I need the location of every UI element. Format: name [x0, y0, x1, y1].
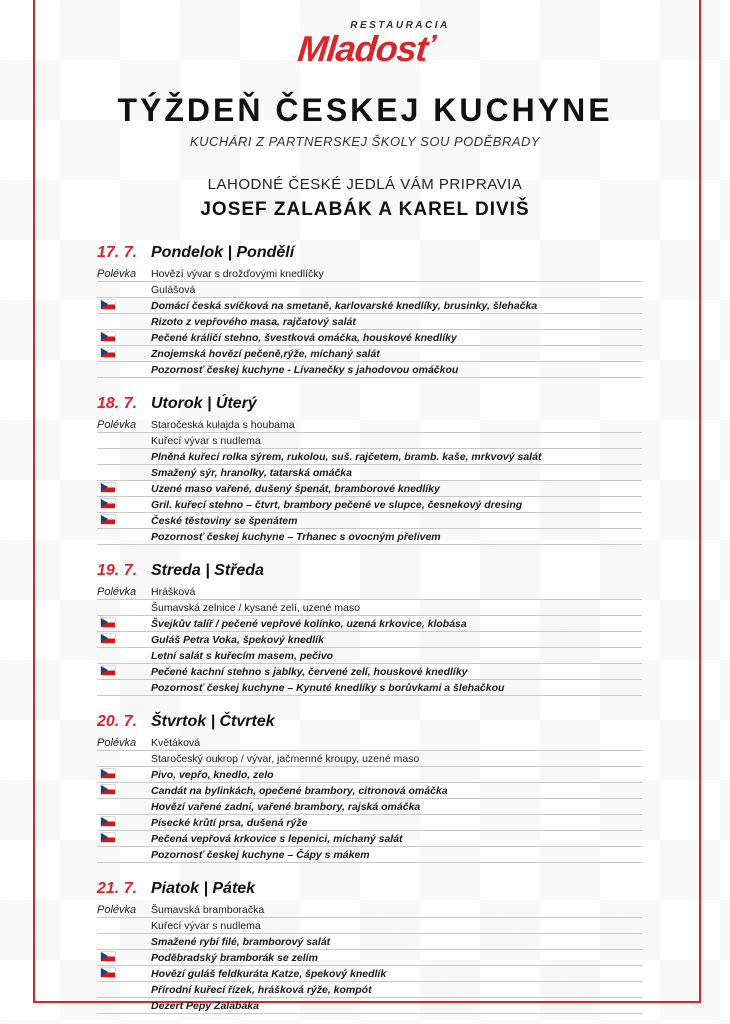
czech-flag-icon: [101, 952, 115, 961]
logo-small-text: RESTAURACIA: [350, 20, 450, 31]
menu-item-text: Candát na bylinkách, opečené brambory, citronová omáčka: [151, 784, 448, 797]
czech-flag-icon: [101, 785, 115, 794]
menu-item-text: Uzené maso vařené, dušený špenát, bramborové knedlíky: [151, 482, 440, 495]
item-label: Polévka: [97, 267, 137, 280]
menu-item-text: Pozornosť českej kuchyne – Trhanec s ovocným přelivem: [151, 530, 441, 543]
menu-item: [97, 330, 642, 346]
menu-item-text: Hovězí vařené zadní, vařené brambory, rajská omáčka: [151, 800, 421, 813]
weekly-menu: [97, 244, 642, 1024]
menu-item: [97, 648, 642, 664]
czech-flag-icon: [97, 515, 151, 527]
menu-item: [97, 449, 642, 465]
menu-item: [97, 584, 642, 600]
item-label: Polévka: [97, 903, 137, 916]
day-header: [97, 395, 642, 417]
day-date: 18. 7.: [97, 395, 138, 412]
menu-item: [97, 362, 642, 378]
czech-flag-icon: [97, 483, 151, 495]
czech-flag-icon: [97, 634, 151, 646]
day-date: 17. 7.: [97, 244, 138, 261]
menu-item-text: Pečené králičí stehno, švestková omáčka, houskové knedlíky: [151, 331, 457, 344]
czech-flag-icon: [97, 618, 151, 630]
czech-flag-icon: [101, 483, 115, 492]
czech-flag-icon: [101, 300, 115, 309]
menu-item: [97, 664, 642, 680]
menu-item-text: Gril. kuřecí stehno – čtvrt, brambory pečené ve slupce, česnekový dresing: [151, 498, 523, 511]
chefs-names: JOSEF ZALABÁK A KAREL DIVIŠ: [200, 199, 530, 220]
menu-item-text: Kuřecí vývar s nudlema: [151, 919, 261, 932]
menu-item: [97, 680, 642, 696]
menu-item: [97, 481, 642, 497]
czech-flag-icon: [97, 817, 151, 829]
menu-item: [97, 934, 642, 950]
menu-item: [97, 298, 642, 314]
menu-item-text: Staročeský oukrop / vývar, jačmenné kroupy, uzené maso: [151, 752, 420, 765]
czech-flag-icon: [97, 332, 151, 344]
menu-item-text: Šumavská zelnice / kysané zelí, uzené maso: [151, 601, 360, 614]
menu-item-text: Rizoto z vepřového masa, rajčatový salát: [151, 315, 356, 328]
menu-item: [97, 632, 642, 648]
menu-item: [97, 417, 642, 433]
item-label: Polévka: [97, 418, 137, 431]
menu-item: [97, 918, 642, 934]
menu-item: [97, 433, 642, 449]
day-name: Štvrtok | Čtvrtek: [151, 713, 275, 730]
day-section: [97, 395, 642, 545]
menu-item: [97, 982, 642, 998]
menu-item: [97, 966, 642, 982]
menu-item-text: Pečené kachní stehno s jablky, červené zelí, houskové knedlíky: [151, 665, 468, 678]
czech-flag-icon: [97, 952, 151, 964]
menu-item-text: Guláš Petra Voka, špekový knedlík: [151, 633, 324, 646]
menu-item: [97, 465, 642, 481]
page-title: TÝŽDEŇ ČESKEJ KUCHYNE: [117, 92, 613, 128]
menu-item-text: Pečená vepřová krkovice s lepenici, míchaný salát: [151, 832, 403, 845]
menu-item: [97, 735, 642, 751]
menu-item-text: České těstoviny se špenátem: [151, 514, 298, 527]
menu-item-text: Hovězí vývar s drožďovými knedlíčky: [151, 267, 324, 280]
day-date: 19. 7.: [97, 562, 138, 579]
menu-item-text: Letní salát s kuřecím masem, pečivo: [151, 649, 334, 662]
menu-item-text: Smažené rybí filé, bramborový salát: [151, 935, 331, 948]
czech-flag-icon: [101, 634, 115, 643]
day-date: 21. 7.: [97, 880, 138, 897]
menu-item-text: Přírodní kuřecí řízek, hrášková rýže, kompót: [151, 983, 372, 996]
menu-item-text: Pozornosť českej kuchyne – Kynuté knedlíky s borůvkami a šlehačkou: [151, 681, 505, 694]
menu-item-text: Hovězí guláš feldkuráta Katze, špekový knedlík: [151, 967, 387, 980]
day-name: Pondelok | Pondělí: [151, 244, 295, 261]
menu-item-text: Gulášová: [151, 283, 196, 296]
menu-item-text: Smažený sýr, hranolky, tatarská omáčka: [151, 466, 352, 479]
czech-flag-icon: [97, 666, 151, 678]
menu-item-text: Hrášková: [151, 585, 196, 598]
menu-item-text: Znojemská hovězí pečeně,rýže, míchaný salát: [151, 347, 380, 360]
menu-item: [97, 513, 642, 529]
day-header: [97, 713, 642, 735]
day-name: Streda | Středa: [151, 562, 264, 579]
item-label: Polévka: [97, 585, 137, 598]
menu-item: [97, 998, 642, 1014]
menu-item-text: Plněná kuřecí rolka sýrem, rukolou, suš. rajčetem, bramb. kaše, mrkvový salát: [151, 450, 542, 463]
restaurant-logo: [0, 20, 730, 67]
menu-item: [97, 799, 642, 815]
item-label: Polévka: [97, 736, 137, 749]
menu-item-text: Květáková: [151, 736, 201, 749]
menu-item-text: Písecké krůtí prsa, dušená rýže: [151, 816, 308, 829]
menu-item: [97, 314, 642, 330]
day-section: [97, 880, 642, 1014]
day-name: Piatok | Pátek: [151, 880, 256, 897]
czech-flag-icon: [101, 817, 115, 826]
menu-item-text: Kuřecí vývar s nudlema: [151, 434, 261, 447]
czech-flag-icon: [101, 833, 115, 842]
day-section: [97, 713, 642, 863]
czech-flag-icon: [97, 833, 151, 845]
menu-item: [97, 529, 642, 545]
day-header: [97, 562, 642, 584]
menu-item-text: Pivo, vepřo, knedlo, zelo: [151, 768, 274, 781]
menu-item-text: Poděbradský bramborák se zelím: [151, 951, 318, 964]
day-section: [97, 244, 642, 378]
czech-flag-icon: [97, 300, 151, 312]
czech-flag-icon: [97, 348, 151, 360]
czech-flag-icon: [101, 332, 115, 341]
menu-item: [97, 783, 642, 799]
day-section: [97, 562, 642, 696]
menu-item: [97, 600, 642, 616]
menu-item-text: Švejkův talíř / pečené vepřové kolínko, uzená krkovice, klobása: [151, 617, 467, 630]
menu-item: [97, 266, 642, 282]
menu-item: [97, 902, 642, 918]
czech-flag-icon: [101, 515, 115, 524]
menu-item: [97, 767, 642, 783]
menu-item: [97, 346, 642, 362]
menu-item-text: Staročeská kulajda s houbama: [151, 418, 295, 431]
menu-item: [97, 831, 642, 847]
czech-flag-icon: [101, 499, 115, 508]
menu-item-text: Pozornosť českej kuchyne - Lívanečky s jahodovou omáčkou: [151, 363, 459, 376]
menu-item-text: Dezert Pepy Zalabáka: [151, 999, 259, 1012]
page-subtitle: KUCHÁRI Z PARTNERSKEJ ŠKOLY SOU PODĚBRADY: [189, 134, 541, 149]
czech-flag-icon: [97, 968, 151, 980]
czech-flag-icon: [97, 499, 151, 511]
menu-item-text: Domácí česká svíčková na smetaně, karlovarské knedlíky, brusinky, šlehačka: [151, 299, 538, 312]
czech-flag-icon: [101, 666, 115, 675]
czech-flag-icon: [97, 769, 151, 781]
menu-item: [97, 815, 642, 831]
czech-flag-icon: [97, 785, 151, 797]
czech-flag-icon: [101, 769, 115, 778]
czech-flag-icon: [101, 968, 115, 977]
czech-flag-icon: [101, 348, 115, 357]
czech-flag-icon: [101, 618, 115, 627]
day-date: 20. 7.: [97, 713, 138, 730]
menu-item-text: Šumavská bramboračka: [151, 903, 265, 916]
menu-item: [97, 497, 642, 513]
chefs-intro: LAHODNÉ ČESKÉ JEDLÁ VÁM PRIPRAVIA: [207, 176, 523, 193]
menu-item: [97, 282, 642, 298]
menu-item: [97, 751, 642, 767]
menu-item: [97, 950, 642, 966]
logo-main-text: Mladosť: [295, 28, 435, 69]
menu-item: [97, 616, 642, 632]
day-header: [97, 880, 642, 902]
menu-item: [97, 847, 642, 863]
day-header: [97, 244, 642, 266]
day-name: Utorok | Úterý: [151, 395, 257, 412]
menu-item-text: Pozornosť českej kuchyne – Čápy s mákem: [151, 848, 370, 861]
